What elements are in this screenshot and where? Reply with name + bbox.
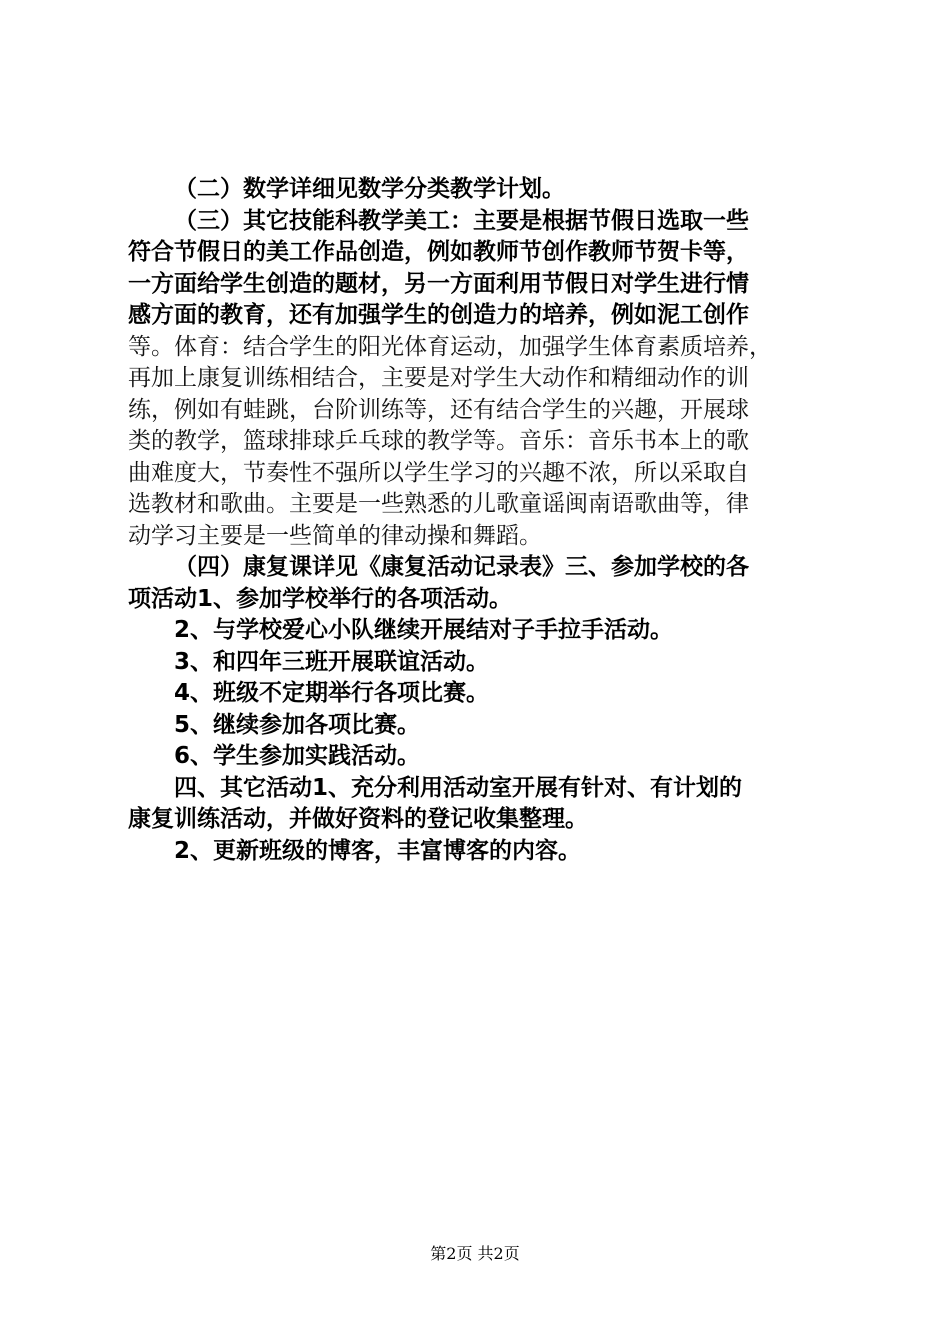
paragraph-math: （二）数学详细见数学分类教学计划。 bbox=[174, 176, 565, 202]
body-text bbox=[128, 174, 828, 867]
paragraph-skills-line: 感方面的教育，还有加强学生的创造力的培养，例如泥工创作 bbox=[128, 302, 749, 328]
list-item: 2、与学校爱心小队继续开展结对子手拉手活动。 bbox=[174, 617, 674, 643]
list-item: 2、更新班级的博客，丰富博客的内容。 bbox=[174, 837, 582, 864]
list-item: 4、班级不定期举行各项比赛。 bbox=[174, 680, 490, 706]
paragraph-skills-line: （三）其它技能科教学美工：主要是根据节假日选取一些 bbox=[174, 207, 749, 234]
paragraph-skills-line: 练，例如有蛙跳，台阶训练等，还有结合学生的兴趣，开展球 bbox=[128, 396, 749, 423]
paragraph-skills-line: 类的教学，篮球排球乒乓球的教学等。音乐：音乐书本上的歌 bbox=[128, 428, 749, 454]
list-item: 6、学生参加实践活动。 bbox=[174, 743, 421, 769]
list-item: 3、和四年三班开展联谊活动。 bbox=[174, 648, 490, 675]
paragraph-rehab-line: 项活动1、参加学校举行的各项活动。 bbox=[128, 585, 513, 612]
paragraph-skills-line: 符合节假日的美工作品创造，例如教师节创作教师节贺卡等， bbox=[128, 239, 749, 265]
paragraph-skills-line: 再加上康复训练相结合，主要是对学生大动作和精细动作的训 bbox=[128, 365, 749, 391]
paragraph-skills-line: 一方面给学生创造的题材，另一方面利用节假日对学生进行情 bbox=[128, 270, 749, 297]
page-number-footer: 第2页 共2页 bbox=[430, 1244, 520, 1263]
paragraph-other-line: 四、其它活动1、充分利用活动室开展有针对、有计划的 bbox=[174, 774, 743, 801]
list-item: 5、继续参加各项比赛。 bbox=[174, 711, 421, 738]
paragraph-skills-line: 等。体育：结合学生的阳光体育运动，加强学生体育素质培养， bbox=[128, 333, 772, 360]
paragraph-other-line: 康复训练活动，并做好资料的登记收集整理。 bbox=[128, 806, 588, 832]
paragraph-rehab-line: （四）康复课详见《康复活动记录表》三、参加学校的各 bbox=[174, 554, 749, 580]
paragraph-skills-line: 曲难度大，节奏性不强所以学生学习的兴趣不浓，所以采取自 bbox=[128, 459, 749, 486]
paragraph-skills-line: 选教材和歌曲。主要是一些熟悉的儿歌童谣闽南语歌曲等，律 bbox=[128, 491, 749, 517]
paragraph-skills-line: 动学习主要是一些简单的律动操和舞蹈。 bbox=[128, 522, 542, 549]
